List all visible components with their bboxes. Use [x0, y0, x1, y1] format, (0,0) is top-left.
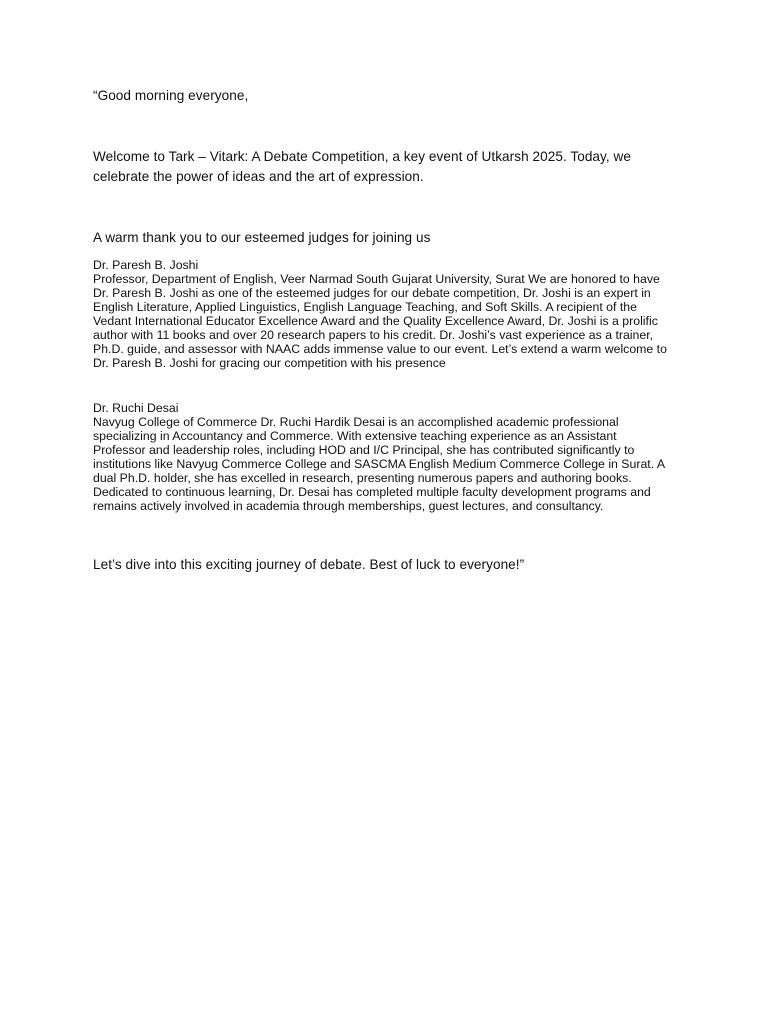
- judge-bio: Navyug College of Commerce Dr. Ruchi Hardik Desai is an accomplished academic professional specializing in Accountancy and Commerce. With extensive teaching experience as an Assistant Professor and leadership roles, including HOD and I/C Principal, she has contributed significantly to institutions like Navyug Commerce College and SASCMA English Medium Commerce College in Surat. A dual Ph.D. holder, she has excelled in research, presenting numerous papers and authoring books. Dedicated to continuous learning, Dr. Desai has completed multiple faculty development programs and remains actively involved in academia through memberships, guest lectures, and consultancy.: [93, 415, 665, 513]
- judge-name: Dr. Paresh B. Joshi: [93, 258, 199, 272]
- closing-line: Let’s dive into this exciting journey of debate. Best of luck to everyone!”: [93, 557, 525, 572]
- judge-bio: Professor, Department of English, Veer Narmad South Gujarat University, Surat We are honored to have Dr. Paresh B. Joshi as one of the esteemed judges for our debate competition, Dr. Joshi is an expert in English Literature, Applied Linguistics, English Language Teaching, and Soft Skills. A recipient of the Vedant International Educator Excellence Award and the Quality Excellence Award, Dr. Joshi is a prolific author with 11 books and over 20 research papers to his credit. Dr. Joshi’s vast experience as a trainer, Ph.D. guide, and assessor with NAAC adds immense value to our event. Let’s extend a warm welcome to Dr. Paresh B. Joshi for gracing our competition with his presence: [93, 272, 667, 370]
- judge-name: Dr. Ruchi Desai: [93, 401, 179, 415]
- welcome-paragraph: Welcome to Tark – Vitark: A Debate Competition, a key event of Utkarsh 2025. Today, we celebrate the power of ideas and the art of expression.: [93, 149, 632, 184]
- judges-thanks-line: A warm thank you to our esteemed judges for joining us: [93, 230, 431, 245]
- greeting-line: “Good morning everyone,: [93, 88, 249, 103]
